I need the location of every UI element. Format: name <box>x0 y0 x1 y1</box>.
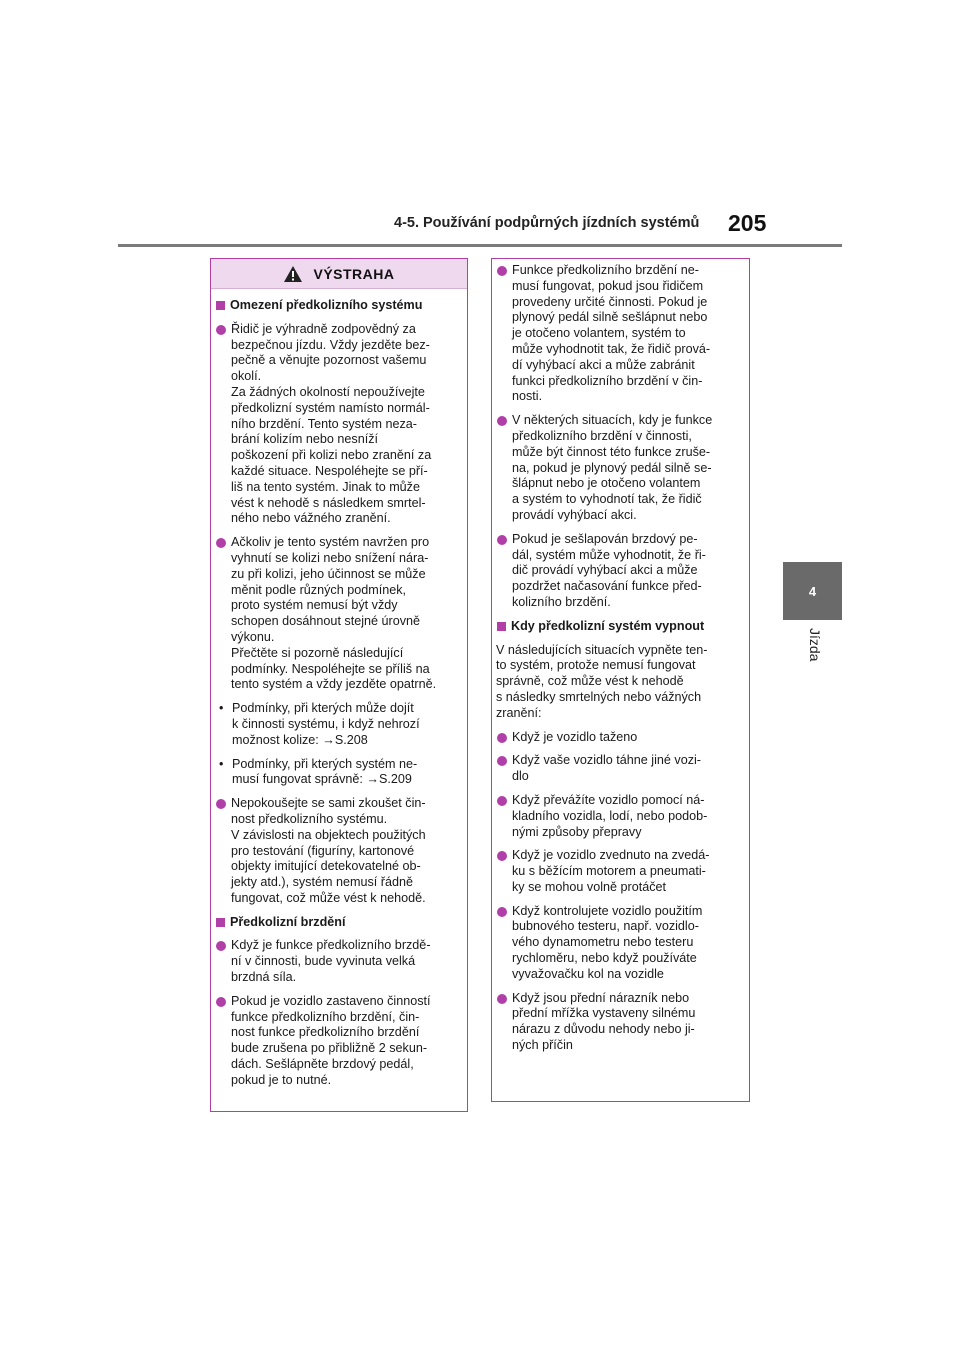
list-item-text: Když jsou přední nárazník nebo přední mřížka vystaveny silnému nárazu z důvodu nehody nebo ji- ných příčin <box>512 990 696 1053</box>
warning-content-continued <box>492 259 749 1066</box>
chapter-tab <box>783 562 842 620</box>
list-item-text: Když je funkce předkolizního brzdě- ní v činnosti, bude vyvinuta velká brzdná síla. <box>231 938 431 985</box>
list-item-text: Ačkoliv je tento systém navržen pro vyhnutí se kolizi nebo snížení nára- zu při kolizi, jeho účinnost se může měnit podle různých podmínek, proto systém nemusí být vždy schopen dosáhnout stejné úrovně výkonu. Přečtěte si pozorně následující podmínky. Nespoléhejte se příliš na tento systém a vždy jezděte opatrně. <box>231 535 437 692</box>
list-item-text: Když převážíte vozidlo pomocí ná- kladního vozidla, lodí, nebo podob- nými způsoby přepravy <box>512 792 708 839</box>
dot-bullet-icon: • <box>219 701 224 716</box>
header-divider <box>118 244 842 247</box>
section-title: 4-5. Používání podpůrných jízdních systémů <box>394 215 700 231</box>
list-item <box>215 535 461 693</box>
list-item <box>215 994 461 1089</box>
circle-bullet-icon <box>497 994 507 1004</box>
list-item <box>496 904 743 983</box>
circle-bullet-icon <box>497 851 507 861</box>
list-item-text: Když vaše vozidlo táhne jiné vozi- dlo <box>512 753 702 784</box>
list-item <box>496 793 743 840</box>
list-item <box>215 322 461 527</box>
list-item-text: Funkce předkolizního brzdění ne- musí fungovat, pokud jsou řidičem provedeny určité činnosti. Pokud je plynový pedál silně sešlápnut nebo je otočeno volantem, systém to může vyhodnotit tak, že řidič prová- dí vyhýbací akci a může zabránit funkci předkolizního brzdění v čin- nosti. <box>512 263 711 404</box>
dot-bullet-icon: • <box>219 756 224 771</box>
circle-bullet-icon <box>497 266 507 276</box>
list-item-text: Když kontrolujete vozidlo použitím bubnového testeru, např. vozidlo- vého dynamometru nebo testeru rychloměru, nebo když používáte vyvažovačku kol na vozidle <box>512 903 703 981</box>
list-item-text: Když je vozidlo taženo <box>512 729 638 744</box>
section-heading <box>215 915 461 931</box>
chapter-number: 4 <box>808 583 817 599</box>
warning-header <box>211 259 467 289</box>
list-item-text: Pokud je vozidlo zastaveno činností funkce předkolizního brzdění, čin- nost funkce předkolizního brzdění bude zrušena po přibližně 2 sekun- dách. Sešlápněte brzdový pedál, pokud je to nutné. <box>231 993 431 1087</box>
list-item <box>496 532 743 611</box>
warning-triangle-icon <box>283 265 303 283</box>
circle-bullet-icon <box>497 907 507 917</box>
section-heading <box>215 298 461 314</box>
circle-bullet-icon <box>216 799 226 809</box>
circle-bullet-icon <box>216 325 226 335</box>
warning-box <box>210 258 468 1112</box>
circle-bullet-icon <box>497 535 507 545</box>
list-item <box>496 991 743 1054</box>
list-item <box>496 730 743 746</box>
section-heading-text: Předkolizní brzdění <box>230 914 346 929</box>
list-item-text: Pokud je sešlapován brzdový pe- dál, systém může vyhodnotit, že ři- dič provádí vyhýbací akci a může pozdržet načasování funkce před- kolizního brzdění. <box>512 531 706 609</box>
sub-bullet-text: Podmínky, při kterých systém ne- musí fungovat správně: →S.209 <box>232 756 418 787</box>
sub-bullet-text: Podmínky, při kterých může dojít k činnosti systému, i když nehrozí možnost kolize: →S.208 <box>232 701 420 747</box>
circle-bullet-icon <box>216 941 226 951</box>
list-item-text: V některých situacích, kdy je funkce předkolizního brzdění v činnosti, může být činnost této funkce zruše- na, pokud je plynový pedál silně se- šlápnut nebo je otočeno volantem a systém to vyhodnotí tak, že řidič provádí vyhýbací akci. <box>512 413 713 522</box>
list-item-text: Řidič je výhradně zodpovědný za bezpečnou jízdu. Vždy jezděte bez- pečně a věnujte pozornost vašemu okolí. Za žádných okolností nepoužívejte předkolizní systém namísto normál- ního brzdění. Tento systém neza- brání kolizím nebo nesníží poškození při kolizi nebo zranění za každé situace. Nespoléhejte se pří- liš na tento systém. Jinak to může vést k nehodě s následkem smrtel- ného nebo vážného zranění. <box>231 321 432 526</box>
circle-bullet-icon <box>216 997 226 1007</box>
list-item-text: Když je vozidlo zvednuto na zvedá- ku s běžícím motorem a pneumati- ky se mohou volně protáčet <box>512 848 710 894</box>
square-bullet-icon <box>497 622 506 631</box>
section-heading <box>496 619 743 635</box>
list-item <box>215 796 461 907</box>
warning-box-continued <box>491 258 750 1102</box>
list-item <box>496 413 743 524</box>
square-bullet-icon <box>216 918 225 927</box>
intro-paragraph: V následujících situacích vypněte ten- to systém, protože nemusí fungovat správně, což může vést k nehodě s následky smrtelných nebo vážných zranění: <box>496 642 708 720</box>
chapter-label: Jízda <box>807 628 823 662</box>
circle-bullet-icon <box>497 796 507 806</box>
list-item <box>496 753 743 785</box>
circle-bullet-icon <box>497 416 507 426</box>
warning-title: VÝSTRAHA <box>313 265 395 282</box>
section-heading-text: Kdy předkolizní systém vypnout <box>511 618 705 633</box>
warning-content <box>211 289 467 1101</box>
list-item <box>496 263 743 405</box>
section-heading-text: Omezení předkolizního systému <box>230 298 423 312</box>
square-bullet-icon <box>216 301 225 310</box>
list-item-text: Nepokoušejte se sami zkoušet čin- nost předkolizního systému. V závislosti na objektech použitých pro testování (figuríny, kartonové objekty imitující detekovatelné ob- jekty atd.), systém nemusí řádně fungovat, což může vést k nehodě. <box>231 796 426 905</box>
circle-bullet-icon <box>216 538 226 548</box>
page-number: 205 <box>728 210 767 236</box>
circle-bullet-icon <box>497 756 507 766</box>
circle-bullet-icon <box>497 733 507 743</box>
sub-bullet-item <box>215 701 461 748</box>
list-item <box>496 848 743 895</box>
list-item <box>215 938 461 985</box>
sub-bullet-item <box>215 757 461 789</box>
